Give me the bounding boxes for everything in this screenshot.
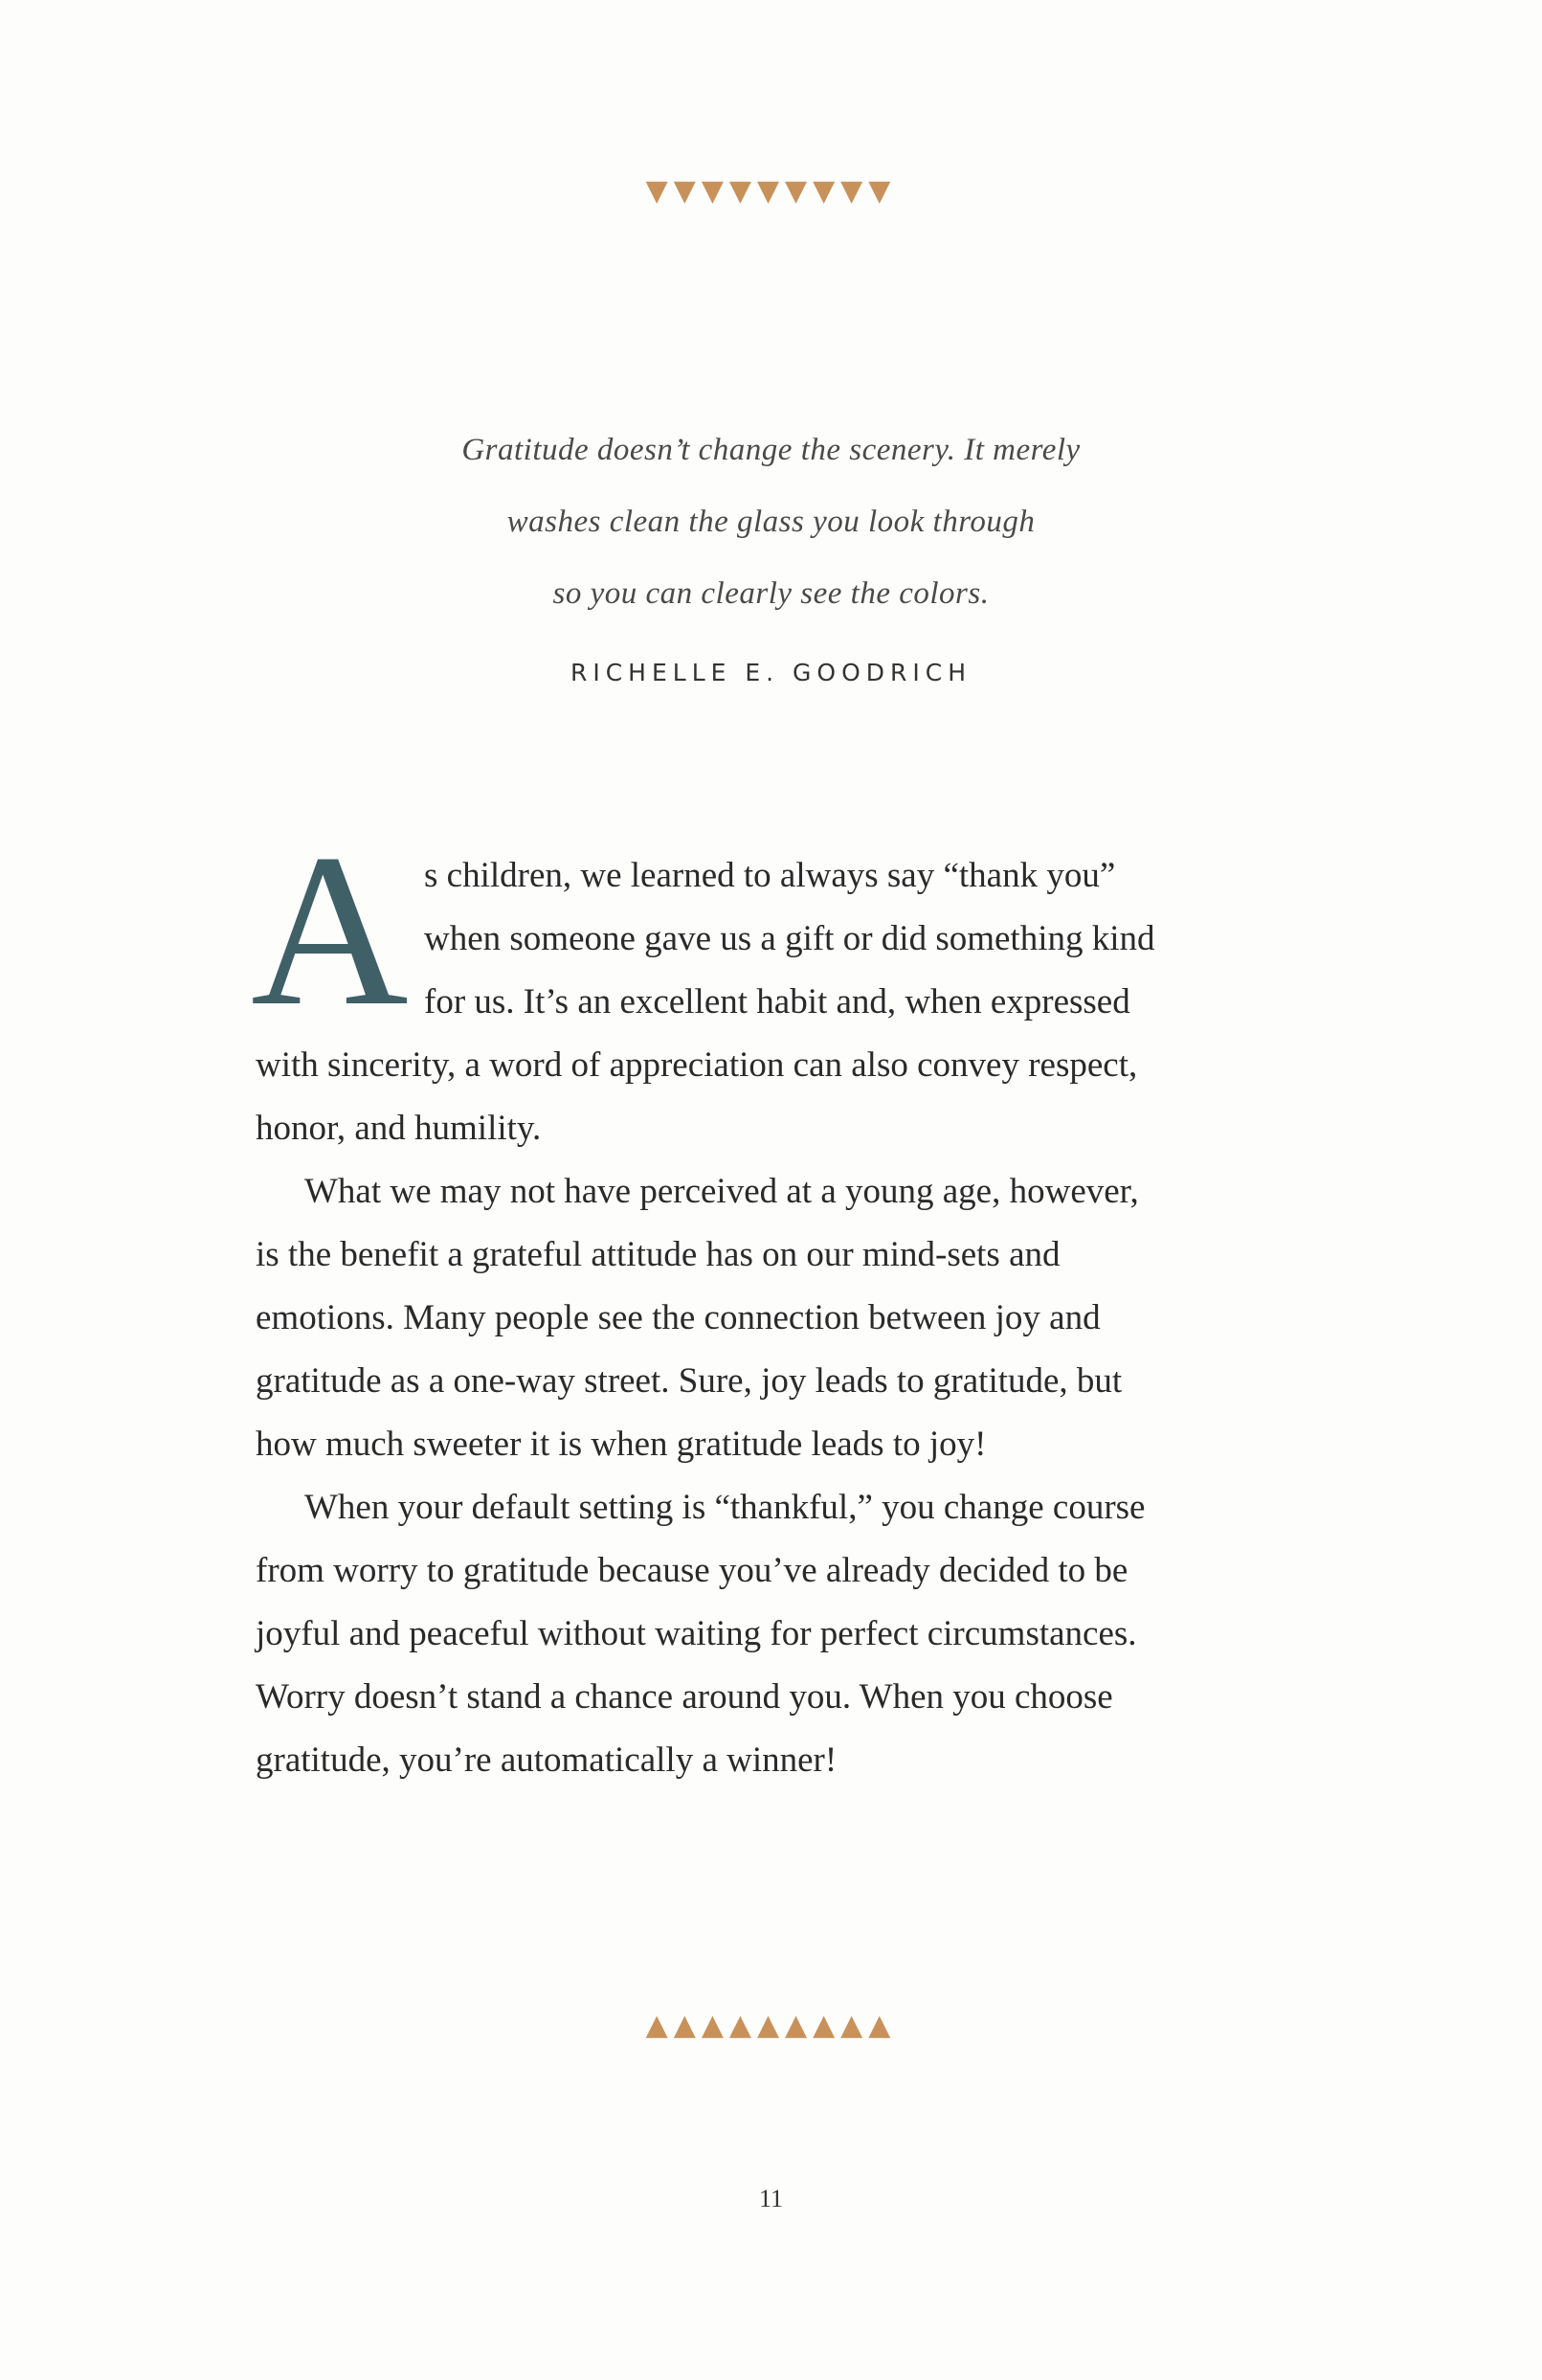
body-line: from worry to gratitude because you’ve already decided to be: [256, 1551, 1129, 1590]
body-line: What we may not have perceived at a young age, however,: [304, 1172, 1139, 1211]
body-line: joyful and peaceful without waiting for perfect circumstances.: [256, 1614, 1137, 1653]
quote-line: washes clean the glass you look through: [506, 505, 1036, 539]
body-line: for us. It’s an excellent habit and, when expressed: [424, 982, 1130, 1022]
body-line: how much sweeter it is when gratitude leads to joy!: [256, 1425, 987, 1464]
top-ornament: ▼▼▼▼▼▼▼▼▼: [645, 174, 897, 208]
body-line: emotions. Many people see the connection between joy and: [256, 1298, 1101, 1337]
page-number: 11: [758, 2185, 784, 2212]
body-line: gratitude as a one-way street. Sure, joy leads to gratitude, but: [256, 1361, 1123, 1401]
body-line: When your default setting is “thankful,” you change course: [304, 1488, 1146, 1527]
body-line: Worry doesn’t stand a chance around you. When you choose: [256, 1677, 1113, 1717]
body-line: when someone gave us a gift or did something kind: [424, 919, 1155, 958]
quote-author: RICHELLE E. GOODRICH: [570, 659, 972, 686]
bottom-ornament: ▲▲▲▲▲▲▲▲▲: [645, 2009, 897, 2042]
drop-cap: A: [251, 810, 409, 1051]
body-line: with sincerity, a word of appreciation can also convey respect,: [256, 1045, 1138, 1085]
quote-line: so you can clearly see the colors.: [552, 576, 990, 611]
body-line: is the benefit a grateful attitude has on our mind-sets and: [256, 1235, 1061, 1274]
body-line: s children, we learned to always say “thank you”: [424, 856, 1116, 895]
body-line: honor, and humility.: [256, 1109, 542, 1148]
body-line: gratitude, you’re automatically a winner!: [256, 1740, 838, 1780]
quote-line: Gratitude doesn’t change the scenery. It merely: [461, 433, 1081, 467]
